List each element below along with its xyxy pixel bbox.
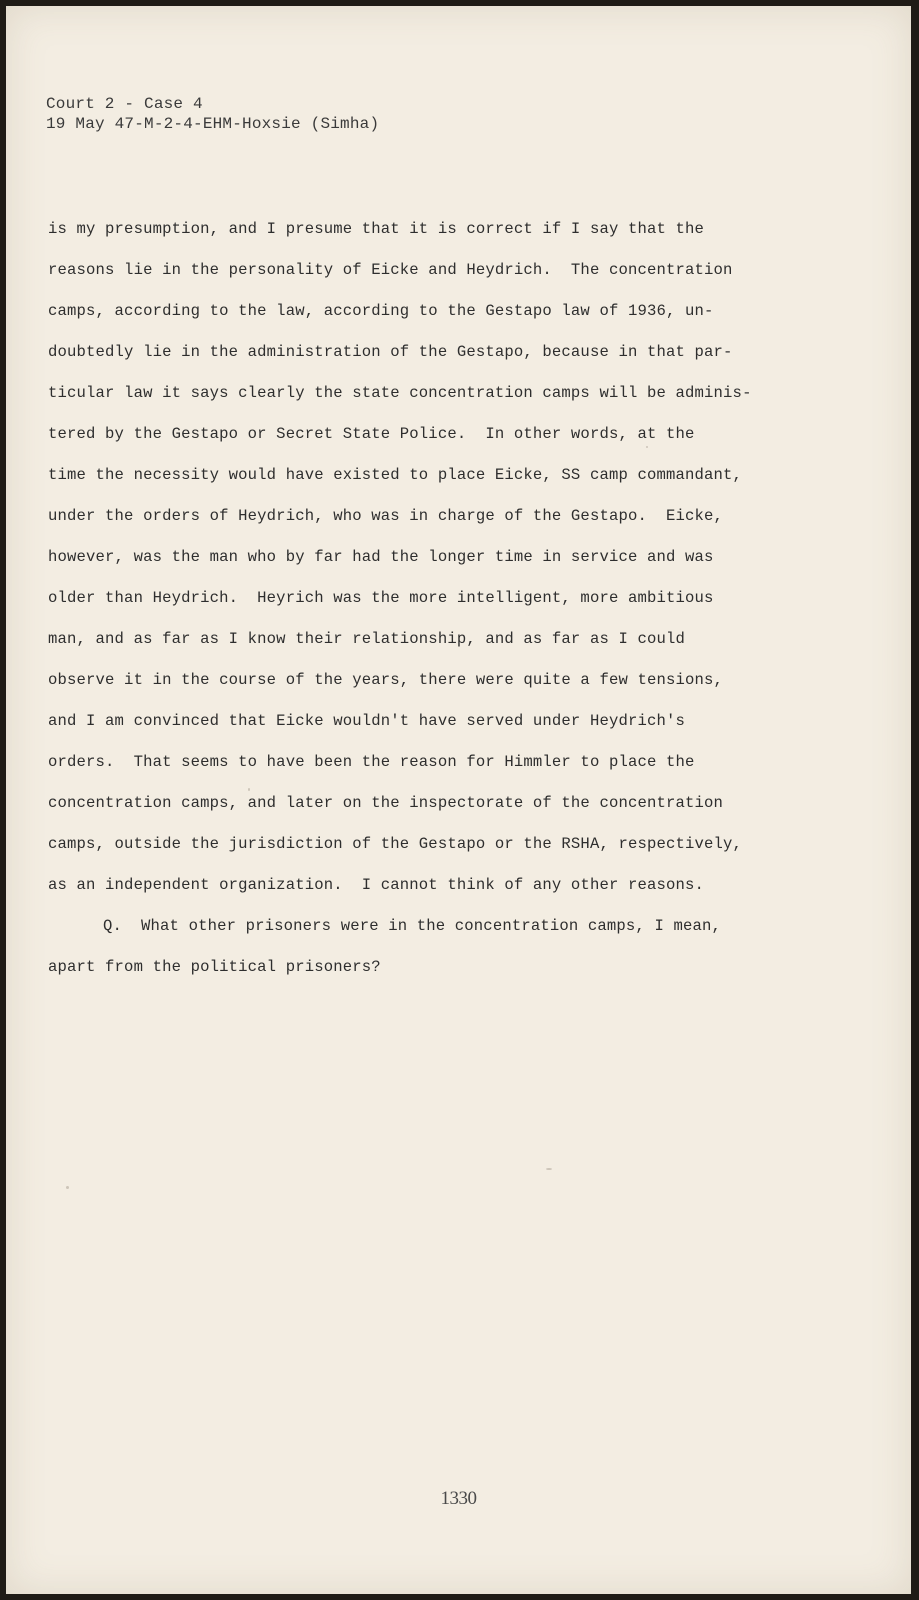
body-line: apart from the political prisoners?	[48, 958, 381, 976]
body-line: reasons lie in the personality of Eicke and Heydrich. The concentration	[48, 261, 733, 279]
header-date-reference: 19 May 47-M-2-4-EHM-Hoxsie (Simha)	[46, 115, 380, 133]
document-page	[6, 6, 911, 1594]
body-line: camps, outside the jurisdiction of the Gestapo or the RSHA, respectively,	[48, 835, 743, 853]
body-line: time the necessity would have existed to place Eicke, SS camp commandant,	[48, 466, 743, 484]
case-header	[46, 94, 379, 134]
body-line: older than Heydrich. Heyrich was the more intelligent, more ambitious	[48, 589, 714, 607]
header-court-case: Court 2 - Case 4	[46, 95, 203, 113]
body-line: however, was the man who by far had the longer time in service and was	[48, 548, 714, 566]
body-line: orders. That seems to have been the reason for Himmler to place the	[48, 753, 695, 771]
body-line: tered by the Gestapo or Secret State Police. In other words, at the	[48, 425, 695, 443]
body-line: camps, according to the law, according to the Gestapo law of 1936, un-	[48, 302, 714, 320]
body-line: concentration camps, and later on the inspectorate of the concentration	[48, 794, 724, 812]
body-line: is my presumption, and I presume that it is correct if I say that the	[48, 220, 705, 238]
testimony-body	[48, 209, 838, 988]
body-line: under the orders of Heydrich, who was in charge of the Gestapo. Eicke,	[48, 507, 724, 525]
page-number: 1330	[440, 1488, 477, 1509]
body-line: doubtedly lie in the administration of the Gestapo, because in that par-	[48, 343, 733, 361]
body-line: man, and as far as I know their relationship, and as far as I could	[48, 630, 686, 648]
body-line: observe it in the course of the years, there were quite a few tensions,	[48, 671, 724, 689]
paper-speck	[646, 446, 648, 448]
paper-speck	[248, 788, 250, 791]
body-line: and I am convinced that Eicke wouldn't have served under Heydrich's	[48, 712, 686, 730]
paper-speck	[546, 1168, 552, 1170]
body-line: ticular law it says clearly the state concentration camps will be adminis-	[48, 384, 752, 402]
paper-speck	[66, 1186, 69, 1189]
question-line: Q. What other prisoners were in the concentration camps, I mean,	[103, 917, 722, 935]
body-line: as an independent organization. I cannot think of any other reasons.	[48, 876, 705, 894]
